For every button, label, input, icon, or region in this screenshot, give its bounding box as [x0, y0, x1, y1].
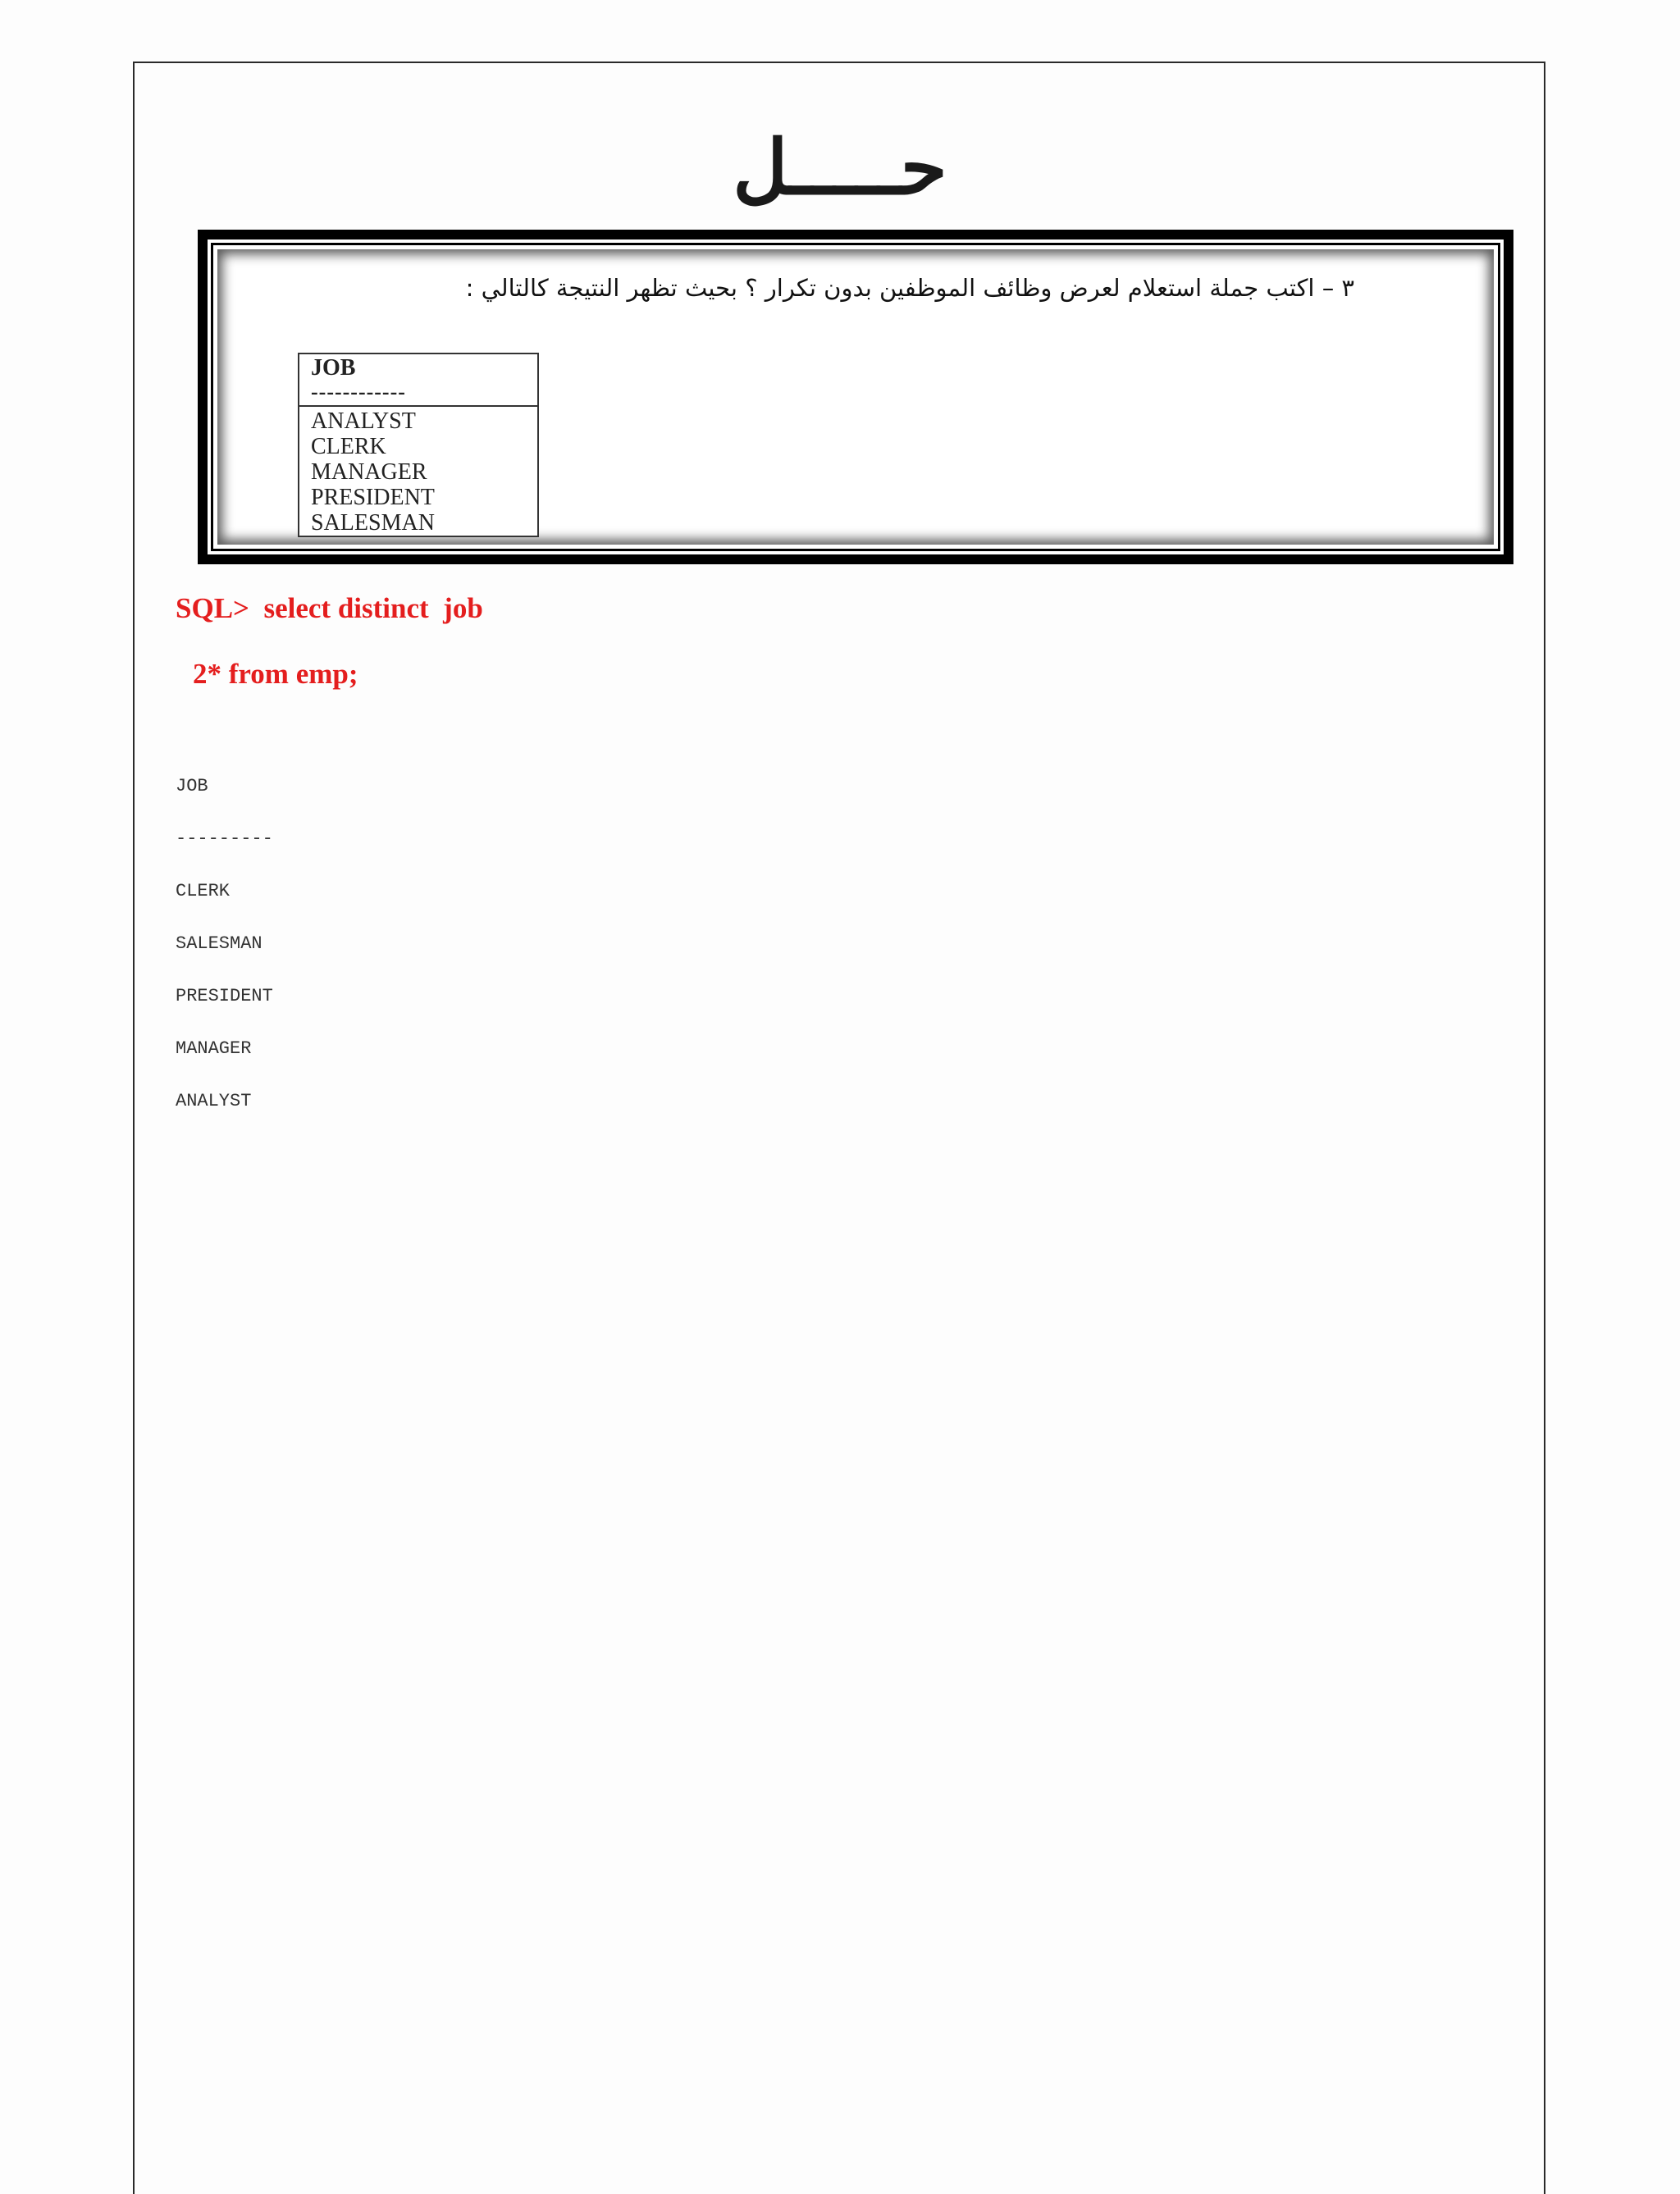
- output-row: PRESIDENT: [176, 986, 273, 1006]
- question-box-inner: [208, 239, 1504, 554]
- expected-result-row: ANALYST: [311, 408, 416, 434]
- expected-result-column-name: JOB: [311, 355, 356, 381]
- expected-result-row: SALESMAN: [311, 510, 435, 536]
- question-box: [198, 230, 1513, 564]
- expected-result-rows: [299, 407, 537, 536]
- output-separator: ---------: [176, 828, 273, 849]
- expected-result-row: MANAGER: [311, 459, 427, 485]
- page-heading: حـــــل: [733, 123, 947, 212]
- question-box-border: [211, 243, 1500, 551]
- sql-command-line-1: SQL> select distinct job: [176, 592, 483, 624]
- expected-result-row: PRESIDENT: [311, 485, 435, 510]
- output-row: MANAGER: [176, 1038, 252, 1059]
- question-box-content: [217, 249, 1494, 545]
- expected-result-table: [298, 353, 539, 537]
- output-row: SALESMAN: [176, 933, 262, 954]
- question-text: ٣ – اكتب جملة استعلام لعرض وظائف الموظفين بدون تكرار ؟ بحيث تظهر النتيجة كالتالي :: [465, 274, 1354, 302]
- expected-result-row: CLERK: [311, 434, 386, 459]
- output-row: ANALYST: [176, 1091, 252, 1111]
- sql-command-line-2: 2* from emp;: [193, 658, 358, 690]
- expected-result-header: [299, 354, 537, 407]
- output-column-header: JOB: [176, 776, 208, 796]
- output-row: CLERK: [176, 881, 231, 901]
- expected-result-separator: ------------: [311, 380, 406, 404]
